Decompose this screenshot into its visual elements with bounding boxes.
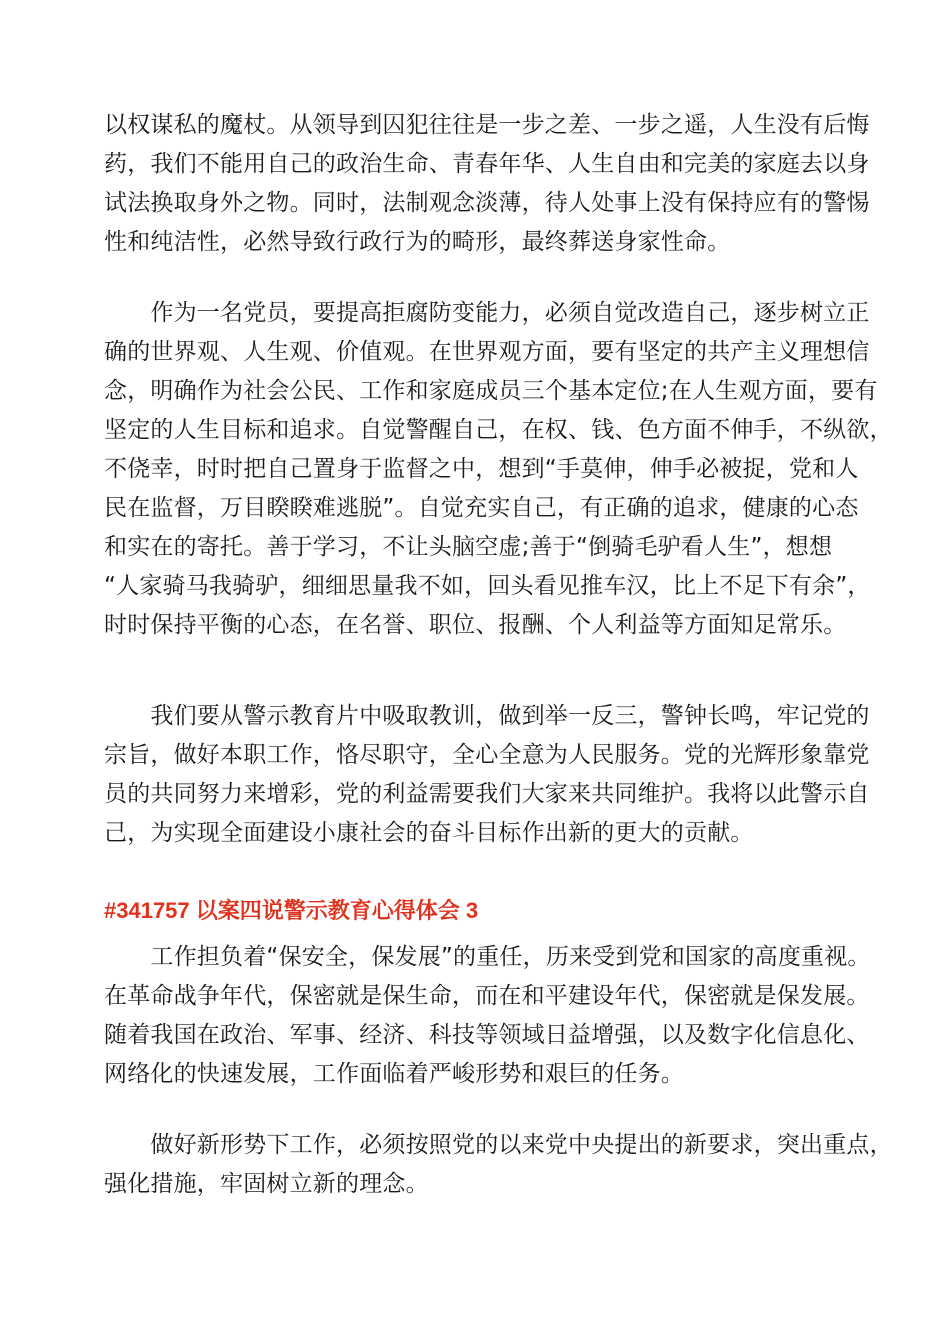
text-line: 网络化的快速发展，工作面临着严峻形势和艰巨的任务。 (104, 1061, 684, 1087)
paragraph-4 (104, 938, 871, 1094)
text-line: 时时保持平衡的心态，在名誉、职位、报酬、个人利益等方面知足常乐。 (104, 612, 847, 638)
paragraph-3 (104, 697, 870, 853)
text-line: 强化措施，牢固树立新的理念。 (104, 1171, 429, 1197)
paragraph-1 (104, 106, 870, 262)
text-line: 试法换取身外之物。同时，法制观念淡薄，待人处事上没有保持应有的警惕 (104, 190, 870, 216)
paragraph-2 (104, 294, 893, 645)
text-line: 作为一名党员，要提高拒腐防变能力，必须自觉改造自己，逐步树立正 (104, 300, 870, 326)
text-line: 念，明确作为社会公民、工作和家庭成员三个基本定位;在人生观方面，要有 (104, 378, 878, 404)
text-line: 宗旨，做好本职工作，恪尽职守，全心全意为人民服务。党的光辉形象靠党 (104, 742, 870, 768)
text-line: 做好新形势下工作，必须按照党的以来党中央提出的新要求，突出重点， (104, 1132, 893, 1158)
text-line: 随着我国在政治、军事、经济、科技等领域日益增强，以及数字化信息化、 (104, 1022, 870, 1048)
text-line: 在革命战争年代，保密就是保生命，而在和平建设年代，保密就是保发展。 (104, 983, 870, 1009)
text-line: 工作担负着“保安全，保发展”的重任，历来受到党和国家的高度重视。 (104, 944, 871, 970)
section-heading: #341757 以案四说警示教育心得体会 3 (104, 898, 479, 923)
text-line: 和实在的寄托。善于学习，不让头脑空虚;善于“倒骑毛驴看人生”，想想 (104, 534, 833, 560)
text-line: 确的世界观、人生观、价值观。在世界观方面，要有坚定的共产主义理想信 (104, 339, 870, 365)
text-line: 不侥幸，时时把自己置身于监督之中，想到“手莫伸，伸手必被捉，党和人 (104, 456, 859, 482)
text-line: 药，我们不能用自己的政治生命、青春年华、人生自由和完美的家庭去以身 (104, 151, 870, 177)
paragraph-5 (104, 1126, 893, 1204)
text-line: 我们要从警示教育片中吸取教训，做到举一反三，警钟长鸣，牢记党的 (104, 703, 870, 729)
text-line: 民在监督，万目睽睽难逃脱”。自觉充实自己，有正确的追求，健康的心态 (104, 495, 859, 521)
text-line: 性和纯洁性，必然导致行政行为的畸形，最终葬送身家性命。 (104, 229, 731, 255)
text-line: 坚定的人生目标和追求。自觉警醒自己，在权、钱、色方面不伸手，不纵欲， (104, 417, 893, 443)
text-line: 以权谋私的魔杖。从领导到囚犯往往是一步之差、一步之遥，人生没有后悔 (104, 112, 870, 138)
text-line: 员的共同努力来增彩，党的利益需要我们大家来共同维护。我将以此警示自 (104, 781, 870, 807)
text-line: 己，为实现全面建设小康社会的奋斗目标作出新的更大的贡献。 (104, 820, 754, 846)
text-line: “人家骑马我骑驴，细细思量我不如，回头看见推车汉，比上不足下有余”， (104, 573, 871, 599)
